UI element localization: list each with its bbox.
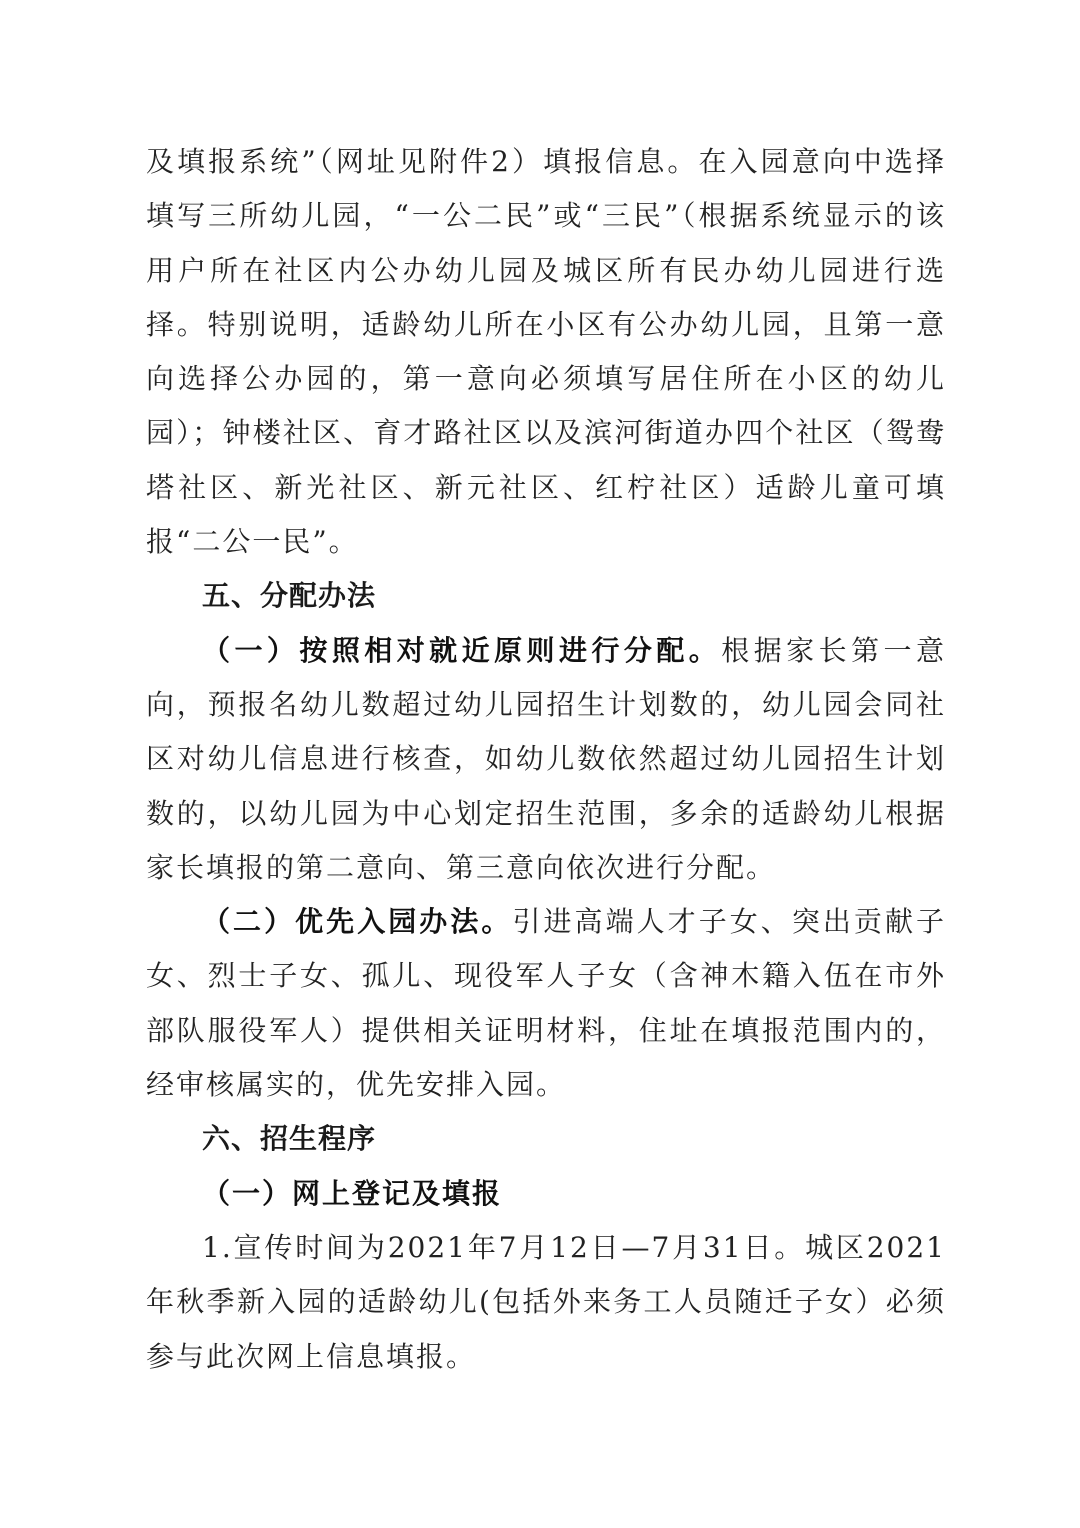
document-body (146, 135, 946, 1384)
paragraph-nearby-principle-text: 根据家长第一意向，预报名幼儿数超过幼儿园招生计划数的，幼儿园会同社区对幼儿信息进行核查，如幼儿数依然超过幼儿园招生计划数的，以幼儿园为中心划定招生范围，多余的适龄幼儿根据家长填报的第二意向、第三意向依次进行分配。 (146, 633, 946, 884)
paragraph-online-registration-heading (146, 1167, 946, 1221)
section-heading-procedure: 六、招生程序 (202, 1122, 377, 1156)
paragraph-registration-choices: 及填报系统”（网址见附件2）填报信息。在入园意向中选择填写三所幼儿园，“一公二民”或“三民”（根据系统显示的该用户所在社区内公办幼儿园及城区所有民办幼儿园进行选择。特别说明，适龄幼儿所在小区有公办幼儿园，且第一意向选择公办园的，第一意向必须填写居住所在小区的幼儿园）；钟楼社区、育才路社区以及滨河街道办四个社区（鸳鸯塔社区、新光社区、新元社区、红柠社区）适龄儿童可填报“二公一民”。 (146, 145, 946, 559)
paragraph-publicity-period: 1.宣传时间为2021年7月12日—7月31日。城区2021年秋季新入园的适龄幼儿(包括外来务工人员随迁子女）必须参与此次网上信息填报。 (146, 1230, 946, 1373)
paragraph-nearby-principle (146, 624, 946, 895)
subheading-priority-admission: （二）优先入园办法。 (202, 905, 513, 939)
section-heading-allocation: 五、分配办法 (202, 579, 377, 613)
subheading-online-registration: （一）网上登记及填报 (202, 1176, 503, 1210)
subheading-nearby-principle: （一）按照相对就近原则进行分配。 (202, 633, 722, 667)
paragraph-priority-admission-text: 引进高端人才子女、突出贡献子女、烈士子女、孤儿、现役军人子女（含神木籍入伍在市外部队服役军人）提供相关证明材料，住址在填报范围内的，经审核属实的，优先安排入园。 (146, 905, 946, 1102)
paragraph-priority-admission (146, 895, 946, 1112)
